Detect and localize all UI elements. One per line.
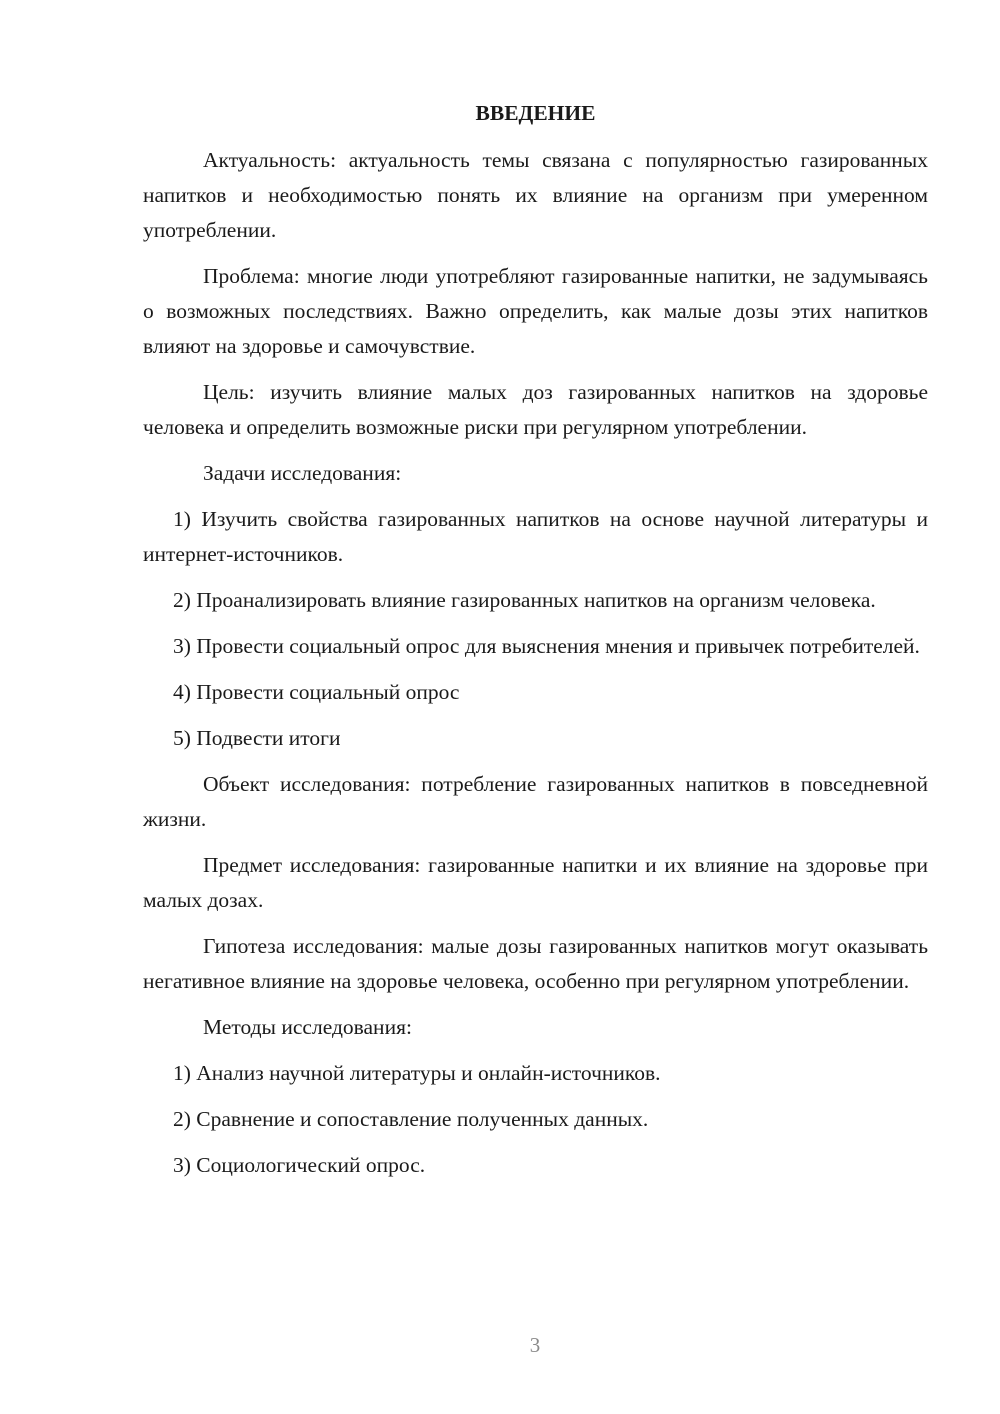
page-content	[143, 96, 928, 1194]
task-item: 1) Изучить свойства газированных напитков на основе научной литературы и интернет-источников.	[143, 507, 928, 566]
method-item: 2) Сравнение и сопоставление полученных данных.	[173, 1107, 649, 1131]
task-item: 2) Проанализировать влияние газированных напитков на организм человека.	[173, 588, 876, 612]
method-item: 1) Анализ научной литературы и онлайн-источников.	[173, 1061, 661, 1085]
task-item: 4) Провести социальный опрос	[173, 680, 460, 704]
tasks-label: Задачи исследования:	[203, 461, 402, 485]
methods-label: Методы исследования:	[203, 1015, 412, 1039]
section-title: ВВЕДЕНИЕ	[475, 101, 596, 125]
goal-paragraph: Цель: изучить влияние малых доз газированных напитков на здоровье человека и определить возможные риски при регулярном употреблении.	[143, 380, 928, 439]
subject-paragraph: Предмет исследования: газированные напитки и их влияние на здоровье при малых дозах.	[143, 853, 928, 912]
object-paragraph: Объект исследования: потребление газированных напитков в повседневной жизни.	[143, 772, 928, 831]
task-item: 5) Подвести итоги	[173, 726, 341, 750]
problem-paragraph: Проблема: многие люди употребляют газированные напитки, не задумываясь о возможных последствиях. Важно определить, как малые дозы этих напитков влияют на здоровье и самочувствие.	[143, 264, 928, 358]
task-item: 3) Провести социальный опрос для выяснения мнения и привычек потребителей.	[173, 634, 920, 658]
page-number: 3	[529, 1333, 541, 1357]
method-item: 3) Социологический опрос.	[173, 1153, 426, 1177]
hypothesis-paragraph: Гипотеза исследования: малые дозы газированных напитков могут оказывать негативное влияние на здоровье человека, особенно при регулярном употреблении.	[143, 934, 928, 993]
relevance-paragraph: Актуальность: актуальность темы связана с популярностью газированных напитков и необходимостью понять их влияние на организм при умеренном употреблении.	[143, 148, 928, 242]
